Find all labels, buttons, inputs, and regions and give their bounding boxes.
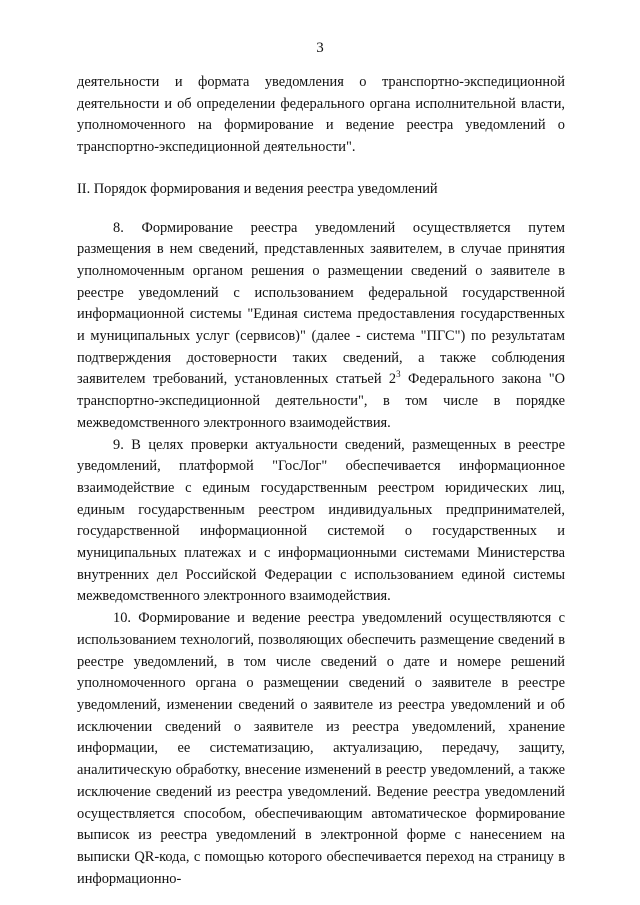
document-body bbox=[77, 72, 565, 890]
paragraph-8-superscript: 3 bbox=[396, 369, 401, 380]
paragraph-8-text-part-2: Федерального закона "О транспортно-экспедиционной деятельности", в том числе в порядке межведомственного электронного взаимодействия. bbox=[77, 371, 565, 431]
paragraph-8 bbox=[77, 218, 565, 435]
intro-paragraph: деятельности и формата уведомления о транспортно-экспедиционной деятельности и об определении федерального органа исполнительной власти, уполномоченного на формирование и ведение реестра уведомлений о транспортно-экспедиционной деятельности". bbox=[77, 74, 565, 156]
paragraph-8-text-part-1: 8. Формирование реестра уведомлений осуществляется путем размещения в нем сведений, представленных заявителем, в случае принятия уполномоченным органом решения о размещении сведений о заявителе в реестре уведомлений с использованием федеральной государственной информационной системы "Единая система предоставления государственных и муниципальных услуг (сервисов)" (далее - система "ПГС") по результатам подтверждения достоверности таких сведений, а также соблюдения заявителем требований, установленных статьей 2 bbox=[77, 219, 565, 388]
paragraph-10: 10. Формирование и ведение реестра уведомлений осуществляются с использованием технологий, позволяющих обеспечить размещение сведений в реестре уведомлений, в том числе сведений о дате и номере решений уполномоченного органа о размещении сведений о заявителе в реестре уведомлений, изменении сведений о заявителе из реестра уведомлений и об исключении сведений о заявителе из реестра уведомлений, хранение информации, ее систематизацию, актуализацию, передачу, защиту, аналитическую обработку, внесение изменений в реестр уведомлений, а также исключение сведений из реестра уведомлений. Ведение реестра уведомлений осуществляется способом, обеспечивающим автоматическое формирование выписок из реестра уведомлений в электронной форме с нанесением на выписки QR-кода, с помощью которого обеспечивается переход на страницу в информационно- bbox=[77, 610, 565, 887]
section-title: II. Порядок формирования и ведения реестра уведомлений bbox=[77, 180, 438, 197]
page-number: 3 bbox=[316, 40, 324, 56]
paragraph-9: 9. В целях проверки актуальности сведений, размещенных в реестре уведомлений, платформой "ГосЛог" обеспечивается информационное взаимодействие с единым государственным реестром юридических лиц, единым государственным реестром индивидуальных предпринимателей, государственной информационной системой о государственных и муниципальных платежах и с информационными системами Министерства внутренних дел Российской Федерации с использованием единой системы межведомственного электронного взаимодействия. bbox=[77, 436, 565, 605]
